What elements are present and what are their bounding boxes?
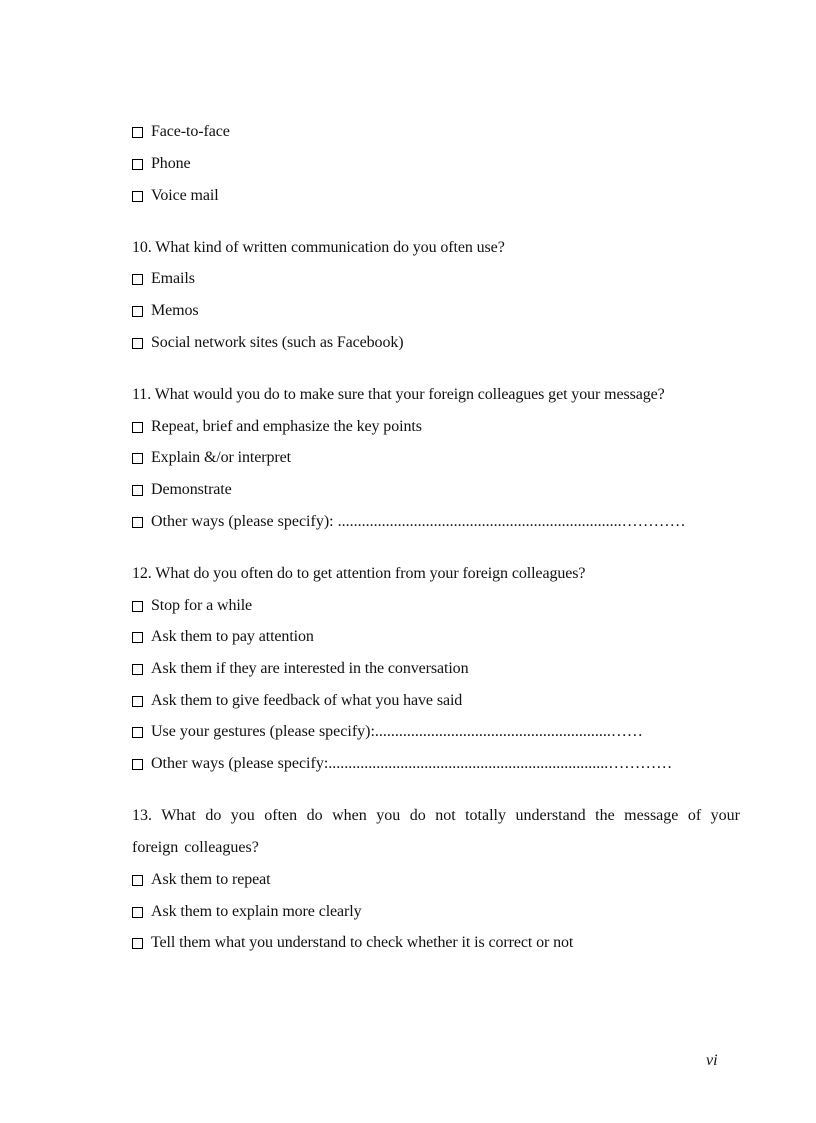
option-label: Use your gestures (please specify):...........................................................…… [151,723,643,740]
checkbox[interactable] [132,274,143,285]
q12-option-stop[interactable] [132,596,252,616]
option-label: Explain &/or interpret [151,449,291,466]
option-label: Emails [151,270,195,287]
checkbox[interactable] [132,601,143,612]
checkbox[interactable] [132,127,143,138]
q11-question: 11. What would you do to make sure that your foreign colleagues get your message? [132,386,665,403]
checkbox[interactable] [132,422,143,433]
q13-option-repeat[interactable] [132,870,271,890]
checkbox[interactable] [132,727,143,738]
option-label: Face-to-face [151,123,230,140]
q9-option-phone[interactable] [132,154,191,174]
option-label: Ask them to explain more clearly [151,903,362,920]
page-number: vi [706,1052,718,1069]
q12-option-interested[interactable] [132,659,468,679]
q9-option-face-to-face[interactable] [132,122,230,142]
q11-option-repeat[interactable] [132,417,422,437]
checkbox[interactable] [132,664,143,675]
q10-question: 10. What kind of written communication do you often use? [132,239,505,256]
checkbox[interactable] [132,875,143,886]
option-label: Ask them if they are interested in the conversation [151,660,469,677]
q11-option-explain[interactable] [132,448,291,468]
option-label: Demonstrate [151,481,232,498]
option-label: Voice mail [151,187,219,204]
q10-option-social-network[interactable] [132,333,403,353]
option-label: Memos [151,302,199,319]
option-label: Repeat, brief and emphasize the key points [151,418,422,435]
option-label: Tell them what you understand to check whether it is correct or not [151,934,574,951]
checkbox[interactable] [132,485,143,496]
option-label: Other ways (please specify): .......................................................................………… [151,513,686,530]
option-label: Phone [151,155,191,172]
q11-option-demonstrate[interactable] [132,480,232,500]
q13-option-tell[interactable] [132,933,573,953]
option-label: Ask them to pay attention [151,628,314,645]
checkbox[interactable] [132,632,143,643]
q12-option-gestures[interactable] [132,722,643,742]
q12-question: 12. What do you often do to get attention from your foreign colleagues? [132,565,586,582]
q10-option-memos[interactable] [132,301,199,321]
checkbox[interactable] [132,191,143,202]
q12-option-pay-attention[interactable] [132,627,314,647]
option-label: Other ways (please specify:......................................................................………… [151,755,673,772]
checkbox[interactable] [132,759,143,770]
q12-option-feedback[interactable] [132,691,462,711]
option-label: Ask them to give feedback of what you have said [151,692,463,709]
checkbox[interactable] [132,517,143,528]
option-label: Ask them to repeat [151,871,271,888]
q12-option-other[interactable] [132,754,672,774]
checkbox[interactable] [132,338,143,349]
checkbox[interactable] [132,696,143,707]
checkbox[interactable] [132,306,143,317]
checkbox[interactable] [132,453,143,464]
checkbox[interactable] [132,907,143,918]
option-label: Stop for a while [151,597,253,614]
checkbox[interactable] [132,159,143,170]
q9-option-voice-mail[interactable] [132,186,219,206]
checkbox[interactable] [132,938,143,949]
q13-question: 13. What do you often do when you do not totally understand the message of your foreign colleagues? [132,807,740,856]
q10-option-emails[interactable] [132,269,195,289]
q13-option-explain[interactable] [132,902,362,922]
option-label: Social network sites (such as Facebook) [151,334,404,351]
q11-option-other[interactable] [132,512,686,532]
